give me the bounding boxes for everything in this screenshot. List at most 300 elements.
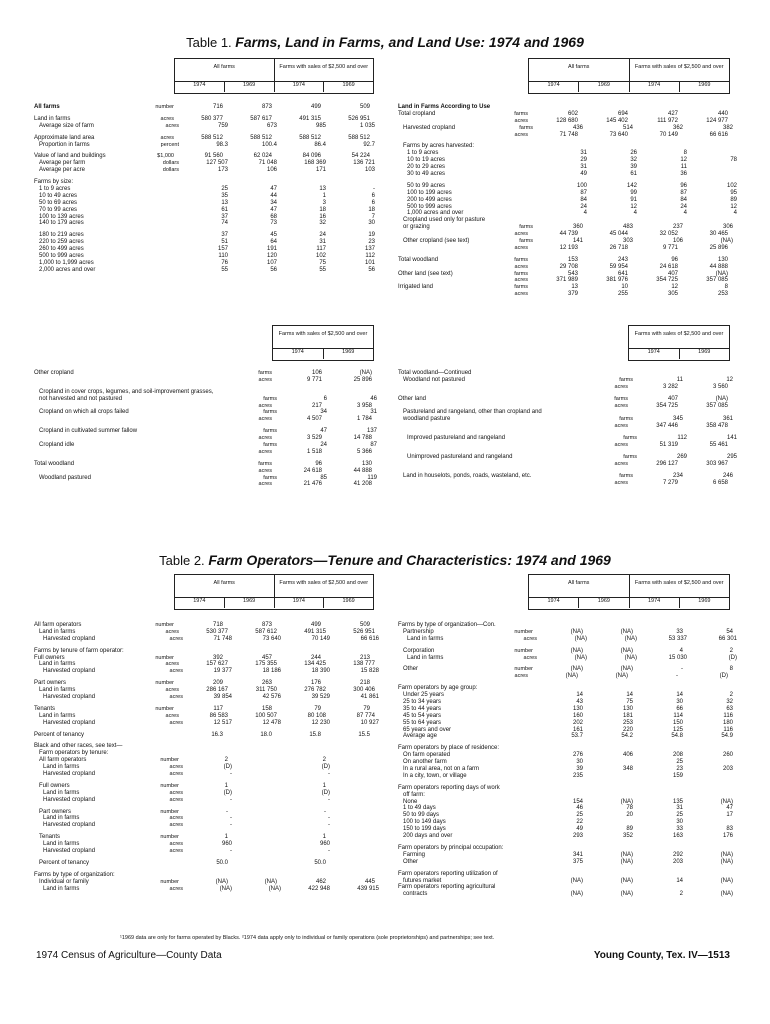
cell-value: 49	[580, 171, 587, 178]
cell-value: 588 512	[201, 134, 223, 141]
table1-left-header	[174, 58, 374, 94]
cell-value: 45 044	[609, 231, 628, 238]
cell-value: (D)	[223, 789, 232, 796]
row-label: Farm operators reporting days of work	[398, 784, 500, 791]
table-row	[34, 370, 377, 377]
cell-value: 29 708	[559, 263, 578, 270]
row-label: Value of land and buildings	[34, 153, 106, 160]
cell-value: (NA)	[715, 395, 728, 402]
row-unit: number	[155, 104, 174, 110]
cell-value: 32	[319, 220, 326, 227]
cell-value: 47	[270, 206, 277, 213]
cell-value: 526 951	[353, 628, 375, 635]
cell-value: 24	[319, 232, 326, 239]
row-unit: number	[514, 647, 533, 654]
table1-right-header	[528, 58, 730, 94]
cell-value: (NA)	[715, 270, 728, 277]
cell-value: 530 377	[206, 628, 228, 635]
cell-value: 8	[729, 666, 733, 673]
row-label: Cropland idle	[39, 442, 75, 449]
cell-value: 130	[572, 705, 583, 712]
cell-value: 9 771	[306, 376, 322, 383]
row-label: Land in farms	[43, 841, 80, 848]
row-label: Pastureland and rangeland, other than cropland and	[403, 409, 542, 416]
table-row	[34, 680, 379, 687]
row-unit: number	[155, 680, 174, 687]
row-label: Farms by size:	[34, 179, 74, 186]
table-row	[34, 246, 375, 253]
table-row	[398, 891, 737, 898]
table-row	[34, 481, 377, 488]
row-label: Proportion in farms	[39, 141, 90, 148]
table-row	[398, 884, 737, 891]
cell-value: 161	[572, 726, 583, 733]
table2-left-body	[34, 622, 379, 893]
table-row	[34, 193, 375, 200]
cell-value: 1	[224, 834, 228, 841]
cell-value: 1	[224, 782, 228, 789]
row-unit: acres	[165, 687, 179, 694]
cell-value: (NA)	[268, 885, 281, 892]
row-unit: acres	[258, 435, 272, 442]
footer-left: 1974 Census of Agriculture—County Data	[36, 950, 222, 961]
row-unit: farms	[623, 453, 637, 460]
cell-value: 362	[672, 124, 683, 131]
row-unit: farms	[514, 270, 528, 277]
row-unit: dollars	[162, 167, 179, 174]
cell-value: 407	[667, 270, 678, 277]
cell-value: (NA)	[264, 878, 277, 885]
cell-value: 253	[622, 719, 633, 726]
row-label: not harvested and not pastured	[39, 395, 123, 402]
table-row	[34, 764, 379, 771]
row-unit: acres	[614, 460, 628, 467]
footnote: ¹1969 data are only for farms operated by Blacks. ²1974 data apply only to individual or family operations (sole proprietorships) and partnerships; see text.	[120, 935, 495, 941]
cell-value: 12	[630, 203, 637, 210]
cell-value: 45	[270, 232, 277, 239]
cell-value: -	[328, 796, 330, 803]
table-row	[34, 461, 377, 468]
cell-value: 70 149	[311, 635, 330, 642]
row-unit: farms	[514, 110, 528, 117]
cell-value: (NA)	[565, 673, 578, 680]
table-row	[398, 150, 737, 157]
cell-value: 26 718	[609, 244, 628, 251]
row-label: 65 years and over	[403, 726, 452, 733]
table-row	[398, 805, 737, 812]
cell-value: 406	[622, 752, 633, 759]
cell-value: 54.9	[721, 733, 733, 740]
cell-value: 66 616	[709, 131, 728, 138]
cell-value: 202	[572, 719, 583, 726]
row-label: or grazing	[403, 224, 430, 231]
table-row	[398, 164, 737, 171]
row-label: All farms	[34, 104, 60, 110]
cell-value: 32	[726, 699, 733, 706]
table-row	[34, 757, 379, 764]
cell-value: 100.4	[261, 141, 277, 148]
row-unit: acres	[169, 796, 183, 803]
hdr-year: 1969	[342, 349, 355, 355]
cell-value: -	[373, 186, 375, 193]
cell-value: 51 319	[659, 442, 678, 449]
cell-value: 35	[221, 192, 228, 199]
cell-value: 56	[270, 266, 277, 273]
table-row	[398, 238, 737, 245]
row-unit: acres	[165, 661, 179, 668]
row-label: Percent of tenancy	[34, 731, 85, 738]
cell-value: 873	[261, 104, 272, 110]
cell-value: -	[681, 666, 683, 673]
cell-value: 44 739	[559, 231, 578, 238]
cell-value: 436	[572, 124, 583, 131]
cell-value: 130	[622, 705, 633, 712]
cell-value: 293	[572, 833, 583, 840]
row-unit: farms	[263, 474, 277, 481]
cell-value: 54 224	[351, 153, 370, 160]
cell-value: 292	[672, 851, 683, 858]
hdr-all-farms: All farms	[175, 59, 275, 81]
table1-lower-right-body	[398, 370, 737, 486]
row-unit: acres	[258, 448, 272, 455]
table-row	[34, 153, 375, 160]
cell-value: 345	[672, 416, 683, 423]
cell-value: 381 976	[606, 277, 628, 284]
row-label: Individual or family	[39, 878, 89, 885]
cell-value: 84	[680, 196, 687, 203]
cell-value: 12 478	[262, 719, 281, 726]
row-unit: farms	[514, 284, 528, 291]
table1-title-text: Farms, Land in Farms, and Land Use: 1974 and 1969	[235, 34, 584, 50]
table-row	[398, 257, 737, 264]
table-row	[34, 475, 377, 482]
table1-lower-left-header	[272, 325, 374, 361]
cell-value: 44	[270, 192, 277, 199]
cell-value: (NA)	[620, 858, 633, 865]
cell-value: 100	[576, 182, 587, 189]
row-label: Land in farms	[39, 661, 76, 668]
footer-right: Young County, Tex. IV—1513	[593, 950, 730, 961]
cell-value: 30	[676, 819, 683, 826]
cell-value: 15.5	[358, 731, 370, 738]
table1-label: Table 1.	[186, 35, 232, 50]
cell-value: (NA)	[624, 654, 637, 661]
cell-value: 3 958	[356, 402, 372, 409]
table-row	[34, 207, 375, 214]
row-label: 25 to 34 years	[403, 699, 442, 706]
cell-value: 29	[580, 157, 587, 164]
row-unit: acres	[258, 481, 272, 488]
hdr-year: 1969	[342, 598, 355, 604]
row-label: Farms by type of organization—Con.	[398, 622, 496, 628]
cell-value: 4	[679, 647, 683, 654]
cell-value: 379	[567, 291, 578, 298]
cell-value: 134 425	[304, 661, 326, 668]
table-row	[398, 291, 737, 298]
cell-value: 361	[722, 416, 733, 423]
row-label: Corporation	[403, 647, 435, 654]
table1-right-body	[398, 104, 737, 298]
hdr-all-farms: All farms	[529, 59, 630, 81]
cell-value: 1	[322, 782, 326, 789]
cell-value: 76	[221, 259, 228, 266]
cell-value: 269	[676, 453, 687, 460]
table-row	[398, 409, 737, 416]
row-unit: acres	[514, 277, 528, 284]
cell-value: (NA)	[570, 647, 583, 654]
hdr-year: 1969	[579, 598, 629, 608]
cell-value: 71 048	[258, 160, 277, 167]
cell-value: 124 977	[706, 117, 728, 124]
cell-value: 46	[576, 805, 583, 812]
cell-value: 220	[622, 726, 633, 733]
cell-value: 9 771	[662, 244, 678, 251]
cell-value: 14	[576, 692, 583, 699]
row-unit: acres	[165, 628, 179, 635]
cell-value: 39	[576, 766, 583, 773]
cell-value: 91 560	[204, 153, 223, 160]
cell-value: 49	[576, 826, 583, 833]
row-label: 45 to 54 years	[403, 712, 442, 719]
table-row	[34, 713, 379, 720]
cell-value: 39 529	[311, 694, 330, 701]
cell-value: 106	[672, 238, 683, 245]
table-row	[398, 190, 737, 197]
row-label: Woodland pastured	[39, 474, 91, 481]
cell-value: 103	[364, 167, 375, 174]
table-row	[398, 143, 737, 150]
cell-value: 276 782	[304, 687, 326, 694]
row-unit: farms	[623, 435, 637, 442]
cell-value: 873	[261, 622, 272, 628]
cell-value: 26	[630, 150, 637, 157]
cell-value: 84	[580, 196, 587, 203]
cell-value: 716	[212, 104, 223, 110]
row-label: 200 to 499 acres	[407, 196, 452, 203]
cell-value: 588 512	[299, 134, 321, 141]
table-row	[34, 186, 375, 193]
row-unit: farms	[619, 472, 633, 479]
table-row	[34, 104, 375, 111]
table-row	[398, 224, 737, 231]
row-unit: acres	[169, 822, 183, 829]
cell-value: 53 337	[668, 635, 687, 642]
row-unit: number	[160, 834, 179, 841]
table2-left-header	[174, 574, 374, 610]
cell-value: 580 377	[201, 115, 223, 122]
hdr-year: 1969	[225, 82, 275, 92]
row-unit: acres	[614, 479, 628, 486]
table-row	[34, 135, 375, 142]
cell-value: -	[230, 822, 232, 829]
cell-value: 276	[572, 752, 583, 759]
table2-label: Table 2.	[159, 553, 205, 568]
cell-value: 44 888	[709, 263, 728, 270]
table-row	[34, 239, 375, 246]
cell-value: 14	[626, 692, 633, 699]
table-row	[398, 871, 737, 878]
row-label: Harvested cropland	[43, 796, 96, 803]
hdr-year: 1974	[175, 598, 225, 608]
cell-value: 31	[370, 409, 377, 416]
table-row	[34, 636, 379, 643]
cell-value: 63	[726, 705, 733, 712]
cell-value: 15.8	[309, 731, 321, 738]
row-label: Approximate land area	[34, 134, 95, 141]
table-row	[34, 815, 379, 822]
cell-value: 19	[368, 232, 375, 239]
cell-value: 16	[319, 213, 326, 220]
row-label: Farms by type of organization:	[34, 871, 115, 878]
table-row	[34, 822, 379, 829]
row-label: Farm operators by place of residence:	[398, 745, 500, 752]
row-unit: acres	[614, 423, 628, 430]
table-row	[398, 403, 737, 410]
cell-value: 30	[676, 699, 683, 706]
cell-value: 32 052	[659, 231, 678, 238]
row-unit: acres	[165, 712, 179, 719]
table-row	[398, 819, 737, 826]
cell-value: 587 617	[250, 115, 272, 122]
cell-value: 142	[626, 182, 637, 189]
cell-value: 341	[572, 851, 583, 858]
cell-value: -	[328, 848, 330, 855]
row-unit: number	[155, 705, 174, 712]
cell-value: 44 888	[353, 467, 372, 474]
hdr-year: 1974	[629, 349, 680, 359]
row-unit: acres	[523, 654, 537, 661]
table-row	[34, 260, 375, 267]
table-row	[398, 759, 737, 766]
cell-value: 6	[371, 192, 375, 199]
cell-value: 62 024	[253, 153, 272, 160]
table-row	[398, 454, 737, 461]
row-label: Harvested cropland	[43, 719, 96, 726]
row-unit: acres	[514, 231, 528, 238]
cell-value: 440	[717, 110, 728, 117]
table-row	[398, 622, 737, 629]
row-unit: number	[160, 757, 179, 764]
cell-value: 89	[626, 826, 633, 833]
cell-value: 125	[672, 726, 683, 733]
cell-value: 31	[580, 150, 587, 157]
cell-value: 491 315	[304, 628, 326, 635]
table-row	[34, 435, 377, 442]
table-row	[34, 123, 375, 130]
cell-value: -	[324, 808, 326, 815]
cell-value: 371 989	[556, 277, 578, 284]
cell-value: (NA)	[620, 666, 633, 673]
cell-value: -	[226, 808, 228, 815]
cell-value: 14	[676, 877, 683, 884]
row-label: Tenants	[39, 834, 61, 841]
table-row	[34, 142, 375, 149]
cell-value: 18	[319, 206, 326, 213]
cell-value: (D)	[223, 764, 232, 771]
cell-value: 14	[676, 692, 683, 699]
cell-value: 491 315	[299, 115, 321, 122]
table-row	[34, 743, 379, 750]
row-label: Harvested cropland	[43, 771, 96, 778]
cell-value: 153	[567, 256, 578, 263]
cell-value: 36	[680, 171, 687, 178]
row-unit: acres	[169, 848, 183, 855]
cell-value: 55 461	[709, 442, 728, 449]
cell-value: 33	[676, 628, 683, 635]
cell-value: 311 750	[255, 687, 277, 694]
cell-value: 71 748	[559, 131, 578, 138]
row-label: Total cropland	[398, 110, 436, 117]
cell-value: 25	[676, 759, 683, 766]
cell-value: 160	[572, 712, 583, 719]
cell-value: 24 618	[659, 263, 678, 270]
cell-value: 87	[680, 189, 687, 196]
table-row	[398, 245, 737, 252]
row-unit: farms	[519, 238, 533, 245]
cell-value: 39 854	[213, 694, 232, 701]
cell-value: 462	[315, 878, 326, 885]
cell-value: 1 518	[306, 448, 322, 455]
cell-value: 509	[359, 622, 370, 628]
row-label: Farm operators reporting utilization of	[398, 870, 498, 877]
cell-value: 43	[576, 699, 583, 706]
cell-value: 1 035	[359, 122, 375, 129]
cell-value: 127 507	[206, 160, 228, 167]
table-row	[34, 449, 377, 456]
cell-value: 47	[320, 428, 327, 435]
cell-value: 243	[617, 256, 628, 263]
table-row	[34, 167, 375, 174]
cell-value: 12	[730, 203, 737, 210]
cell-value: 135	[672, 798, 683, 805]
table-row	[398, 416, 737, 423]
cell-value: 208	[672, 752, 683, 759]
row-label: Harvested cropland	[43, 822, 96, 829]
cell-value: 694	[617, 110, 628, 117]
cell-value: 13	[571, 284, 578, 291]
cell-value: 12 193	[559, 244, 578, 251]
hdr-year: 1974	[275, 82, 325, 92]
row-unit: farms	[258, 370, 272, 376]
cell-value: 75	[319, 259, 326, 266]
table-row	[398, 799, 737, 806]
cell-value: 159	[672, 772, 683, 779]
cell-value: 101	[364, 259, 375, 266]
cell-value: 117	[213, 705, 223, 712]
cell-value: 526 951	[348, 115, 370, 122]
cell-value: 354 725	[656, 277, 678, 284]
cell-value: -	[230, 796, 232, 803]
table-row	[34, 648, 379, 655]
row-label: woodland pasture	[403, 416, 451, 423]
cell-value: 99	[630, 189, 637, 196]
cell-value: 260	[722, 752, 733, 759]
cell-value: 2	[224, 757, 228, 764]
cell-value: 137	[364, 246, 375, 253]
table-row	[34, 377, 377, 384]
row-label: Harvested cropland	[43, 635, 96, 642]
table-row	[34, 232, 375, 239]
table-row	[398, 648, 737, 655]
row-unit: acres	[165, 122, 179, 129]
cell-value: 96	[680, 182, 687, 189]
row-label: 2,000 acres and over	[39, 266, 96, 273]
cell-value: 358 478	[706, 423, 728, 430]
cell-value: (NA)	[720, 238, 733, 245]
cell-value: 141	[572, 238, 583, 245]
table-row	[398, 442, 737, 449]
cell-value: 263	[261, 680, 272, 687]
